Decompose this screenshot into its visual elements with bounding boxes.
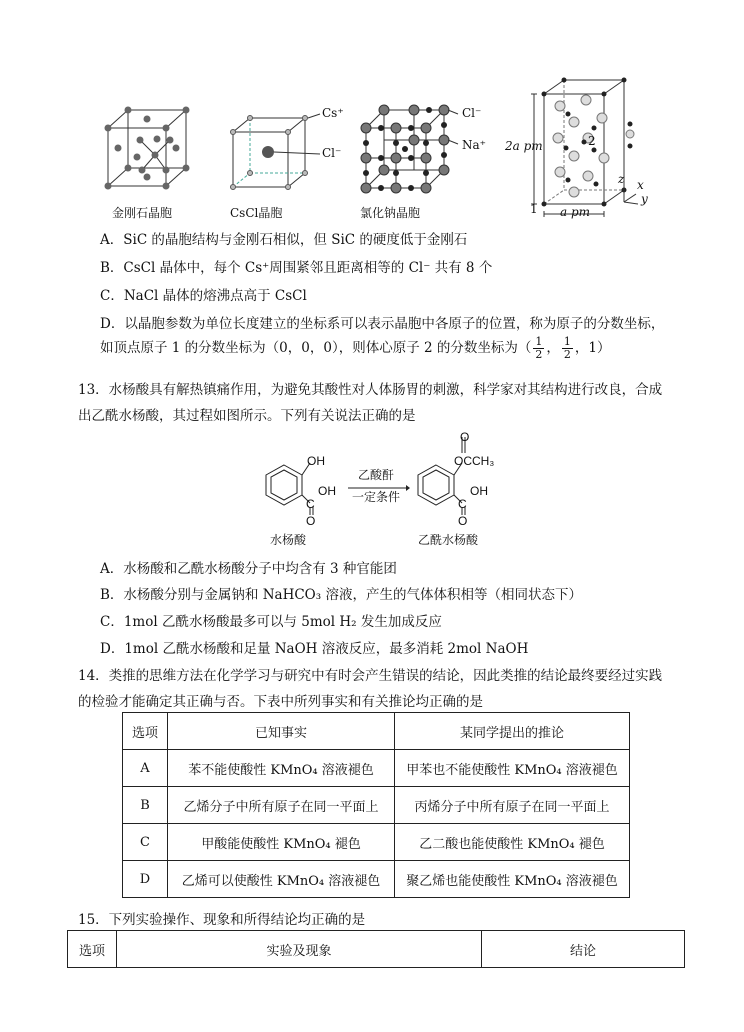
- asp-occh3: OCCH₃: [454, 454, 495, 468]
- q14-row-a-option: A: [123, 750, 168, 787]
- q13-option-d: D．1mol 乙酰水杨酸和足量 NaOH 溶液反应，最多消耗 2mol NaOH: [100, 641, 529, 657]
- z-axis-label: z: [618, 172, 625, 186]
- q14-row-b-option: B: [123, 787, 168, 824]
- nacl-cell-figure: [360, 102, 470, 194]
- q12-option-c: C．NaCl 晶体的熔沸点高于 CsCl: [100, 288, 307, 304]
- q14-stem-line2: 的检验才能确定其正确与否。下表中所列事实和有关推论均正确的是: [78, 694, 483, 710]
- q12-d-text-a: 如顶点原子 1 的分数坐标为（0，0，0），则体心原子 2 的分数坐标为（: [100, 340, 532, 356]
- salicylic-acid-name: 水杨酸: [270, 533, 307, 547]
- q15-header-conclusion: 结论: [482, 931, 685, 968]
- q14-header-fact: 已知事实: [168, 713, 395, 750]
- q13-option-c: C．1mol 乙酰水杨酸最多可以与 5mol H₂ 发生加成反应: [100, 614, 442, 630]
- q14-row-a-inference: 甲苯也不能使酸性 KMnO₄ 溶液褪色: [395, 750, 630, 787]
- sa-oh-acid: OH: [318, 484, 336, 498]
- aspirin-name: 乙酰水杨酸: [418, 533, 479, 547]
- y-axis-label: y: [641, 192, 648, 206]
- cscl-cell-figure: [228, 110, 328, 195]
- q14-row-a-fact: 苯不能使酸性 KMnO₄ 溶液褪色: [168, 750, 395, 787]
- x-axis-label: x: [637, 178, 644, 192]
- q14-row-d-fact: 乙烯可以使酸性 KMnO₄ 溶液褪色: [168, 861, 395, 898]
- q14-row-b-fact: 乙烯分子中所有原子在同一平面上: [168, 787, 395, 824]
- q12-option-a: A．SiC 的晶胞结构与金刚石相似，但 SiC 的硬度低于金刚石: [100, 232, 468, 248]
- cs-label: Cs⁺: [322, 106, 344, 120]
- sa-oh-top: OH: [307, 454, 325, 468]
- reagent-label: 乙酸酐: [358, 468, 395, 482]
- atom1-label: 1: [530, 202, 538, 216]
- q14-header-row: [123, 713, 630, 750]
- q14-row-d-option: D: [123, 861, 168, 898]
- diamond-caption: 金刚石晶胞: [112, 206, 173, 220]
- asp-carbonyl-o: O: [460, 430, 470, 444]
- q12-option-b: B．CsCl 晶体中，每个 Cs⁺周围紧邻且距离相等的 Cl⁻ 共有 8 个: [100, 260, 493, 276]
- asp-c: C: [458, 497, 467, 511]
- q13-stem-line2: 出乙酰水杨酸，其过程如图所示。下列有关说法正确的是: [78, 408, 416, 424]
- q14-row-c-inference: 乙二酸也能使酸性 KMnO₄ 褪色: [395, 824, 630, 861]
- q13-option-b: B．水杨酸分别与金属钠和 NaHCO₃ 溶液，产生的气体体积相等（相同状态下）: [100, 587, 582, 603]
- q14-header-option: 选项: [123, 713, 168, 750]
- q15-header-row: [68, 931, 685, 968]
- table-row: [123, 861, 630, 898]
- q14-row-c-option: C: [123, 824, 168, 861]
- table-row: [123, 750, 630, 787]
- table-row: [123, 787, 630, 824]
- q14-table: [122, 712, 630, 898]
- q14-stem-line1: 14．类推的思维方法在化学学习与研究中有时会产生错误的结论，因此类推的结论最终要经过实践: [78, 668, 663, 684]
- q15-header-option: 选项: [68, 931, 117, 968]
- apm-label: a pm: [560, 205, 591, 219]
- q14-row-d-inference: 聚乙烯也能使酸性 KMnO₄ 溶液褪色: [395, 861, 630, 898]
- q15-header-experiment: 实验及现象: [117, 931, 482, 968]
- asp-oh: OH: [470, 484, 488, 498]
- atom2-label: 2: [588, 134, 596, 148]
- diamond-cell-figure: [100, 100, 195, 195]
- cl-label-cscl: Cl⁻: [322, 146, 342, 160]
- na-label: Na⁺: [462, 138, 486, 152]
- sa-o: O: [306, 514, 316, 528]
- q15-table: [67, 930, 685, 968]
- fraction-half-2: $\frac{1}{2}$: [563, 335, 571, 361]
- condition-label: 一定条件: [352, 490, 401, 504]
- q12-option-d-line2: 如顶点原子 1 的分数坐标为（0，0，0），则体心原子 2 的分数坐标为（ $\frac{1}{2}$ ， $\frac{1}{2}$ ，1）: [100, 335, 611, 361]
- nacl-caption: 氯化钠晶胞: [360, 206, 421, 220]
- asp-o: O: [458, 514, 468, 528]
- table-row: [123, 824, 630, 861]
- q13-stem-line1: 13．水杨酸具有解热镇痛作用，为避免其酸性对人体肠胃的刺激，科学家对其结构进行改良，合成: [78, 382, 663, 398]
- q12-d-text-b: ，1）: [574, 340, 611, 356]
- q14-row-c-fact: 甲酸能使酸性 KMnO₄ 褪色: [168, 824, 395, 861]
- cl-label-nacl: Cl⁻: [462, 106, 482, 120]
- q14-row-b-inference: 丙烯分子中所有原子在同一平面上: [395, 787, 630, 824]
- q14-header-inference: 某同学提出的推论: [395, 713, 630, 750]
- q15-stem: 15．下列实验操作、现象和所得结论均正确的是: [78, 912, 366, 928]
- 2apm-label: 2a pm: [505, 139, 543, 153]
- sa-c: C: [306, 497, 315, 511]
- cscl-caption: CsCl晶胞: [230, 206, 283, 220]
- q12-option-d: D．以晶胞参数为单位长度建立的坐标系可以表示晶胞中各原子的位置，称为原子的分数坐标，: [100, 316, 665, 332]
- fraction-half-1: $\frac{1}{2}$: [535, 335, 543, 361]
- q13-option-a: A．水杨酸和乙酰水杨酸分子中均含有 3 种官能团: [100, 561, 397, 577]
